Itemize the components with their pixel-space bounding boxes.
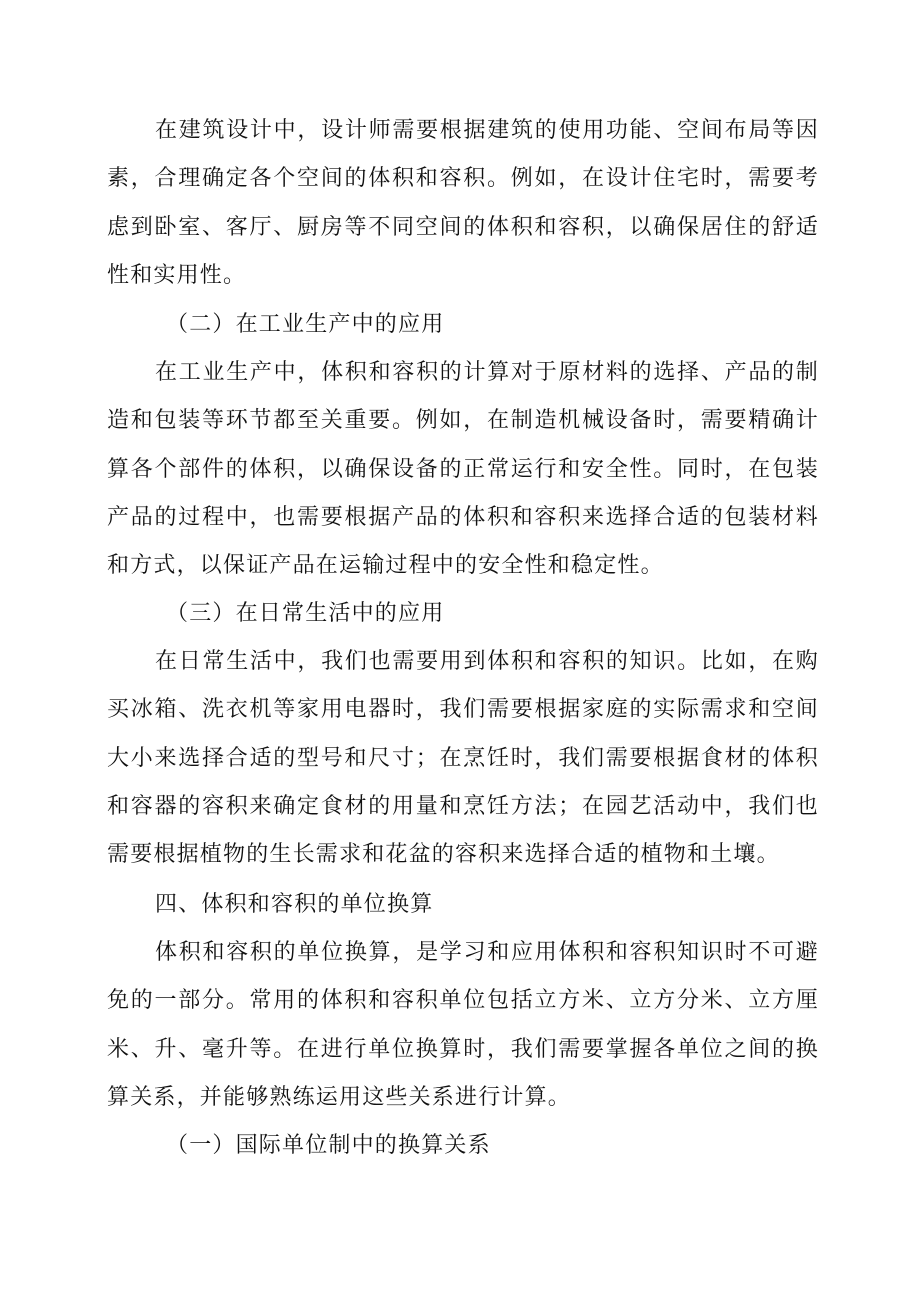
subheading-industrial-production: （二）在工业生产中的应用	[166, 312, 445, 337]
paragraph-daily-life: 在日常生活中，我们也需要用到体积和容积的知识。比如，在购买冰箱、洗衣机等家用电器时，我们需要根据家庭的实际需求和空间大小来选择合适的型号和尺寸；在烹饪时，我们需要根据食材的体积和容器的容积来确定食材的用量和烹饪方法；在园艺活动中，我们也需要根据植物的生长需求和花盆的容积来选择合适的植物和土壤。	[107, 649, 819, 868]
subheading-daily-life: （三）在日常生活中的应用	[166, 601, 445, 626]
paragraph-unit-conversion: 体积和容积的单位换算，是学习和应用体积和容积知识时不可避免的一部分。常用的体积和容积单位包括立方米、立方分米、立方厘米、升、毫升等。在进行单位换算时，我们需要掌握各单位之间的换算关系，并能够熟练运用这些关系进行计算。	[107, 940, 819, 1110]
section-heading-unit-conversion: 四、体积和容积的单位换算	[155, 892, 434, 917]
subheading-si-conversion: （一）国际单位制中的换算关系	[166, 1133, 491, 1158]
paragraph-architecture: 在建筑设计中，设计师需要根据建筑的使用功能、空间布局等因素，合理确定各个空间的体积和容积。例如，在设计住宅时，需要考虑到卧室、客厅、厨房等不同空间的体积和容积，以确保居住的舒适性和实用性。	[107, 118, 819, 288]
paragraph-industrial-production: 在工业生产中，体积和容积的计算对于原材料的选择、产品的制造和包装等环节都至关重要。例如，在制造机械设备时，需要精确计算各个部件的体积，以确保设备的正常运行和安全性。同时，在包装产品的过程中，也需要根据产品的体积和容积来选择合适的包装材料和方式，以保证产品在运输过程中的安全性和稳定性。	[107, 360, 819, 579]
